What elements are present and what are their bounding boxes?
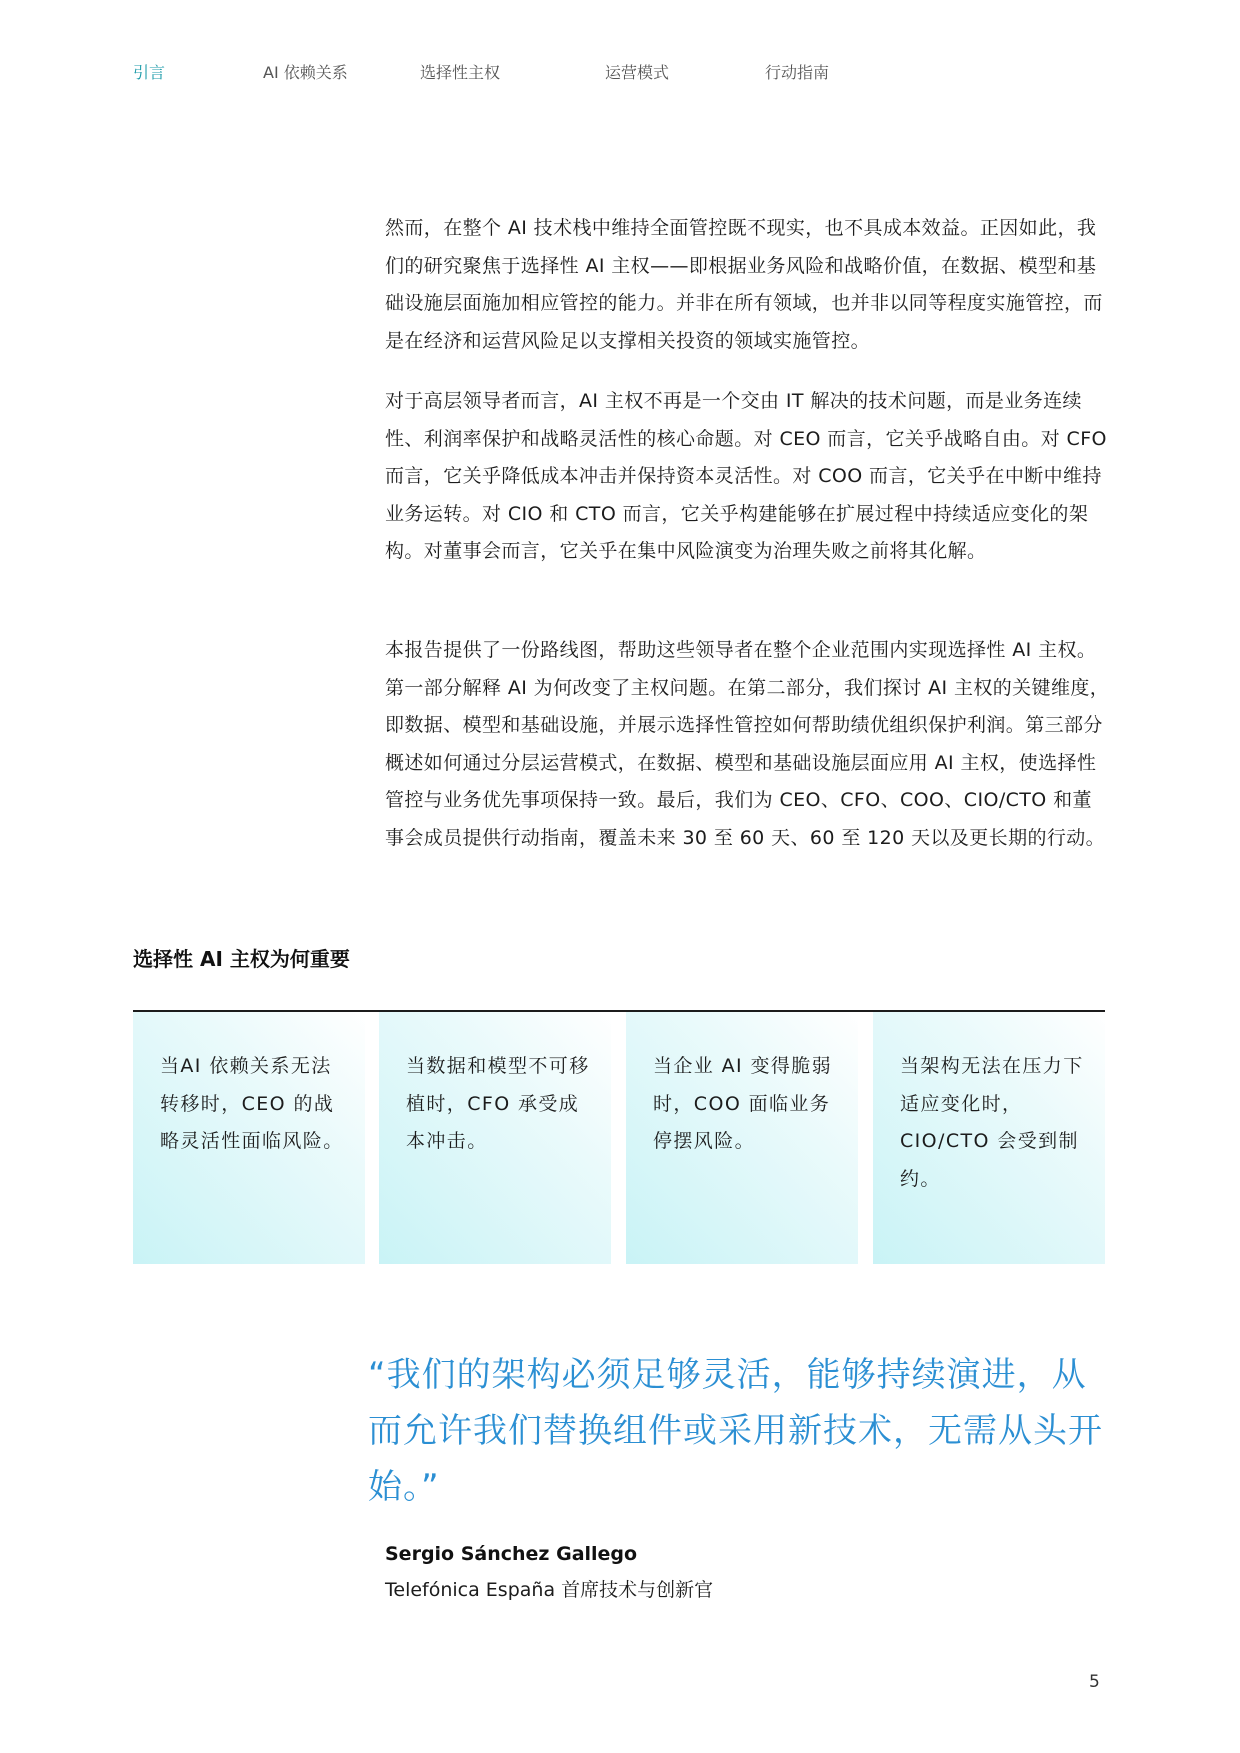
- nav-item-action-guide[interactable]: 行动指南: [765, 63, 830, 82]
- nav-item-introduction[interactable]: 引言: [133, 63, 166, 82]
- nav-item-ai-dependencies[interactable]: AI 依赖关系: [263, 63, 348, 82]
- risk-card-text: 当数据和模型不可移植时，CFO 承受成本冲击。: [406, 1055, 590, 1152]
- risk-card-cio-cto: [873, 1012, 1105, 1264]
- nav-item-selective-sovereignty[interactable]: 选择性主权: [420, 63, 501, 82]
- risk-card-coo: [626, 1012, 858, 1264]
- risk-card-text: 当企业 AI 变得脆弱时，COO 面临业务停摆风险。: [653, 1055, 833, 1152]
- risk-card-text: 当AI 依赖关系无法转移时，CEO 的战略灵活性面临风险。: [160, 1055, 344, 1152]
- risk-card-text: 当架构无法在压力下适应变化时，CIO/CTO 会受到制约。: [900, 1055, 1084, 1190]
- body-paragraph-3: 本报告提供了一份路线图，帮助这些领导者在整个企业范围内实现选择性 AI 主权。第一部分解释 AI 为何改变了主权问题。在第二部分，我们探讨 AI 主权的关键维度，即数据、模型和基础设施，并展示选择性管控如何帮助绩优组织保护利润。第三部分概述如何通过分层运营模式，在数据、模型和基础设施层面应用 AI 主权，使选择性管控与业务优先事项保持一致。最后，我们为 CEO、CFO、COO、CIO/CTO 和董事会成员提供行动指南，覆盖未来 30 至 60 天、60 至 120 天以及更长期的行动。: [385, 639, 1110, 849]
- risk-card-cfo: [379, 1012, 611, 1264]
- body-paragraph-2: 对于高层领导者而言，AI 主权不再是一个交由 IT 解决的技术问题，而是业务连续性、利润率保护和战略灵活性的核心命题。对 CEO 而言，它关乎战略自由。对 CFO 而言，它关乎降低成本冲击并保持资本灵活性。对 COO 而言，它关乎在中断中维持业务运转。对 CIO 和 CTO 而言，它关乎构建能够在扩展过程中持续适应变化的架构。对董事会而言，它关乎在集中风险演变为治理失败之前将其化解。: [385, 390, 1107, 562]
- body-paragraph-1: 然而，在整个 AI 技术栈中维持全面管控既不现实，也不具成本效益。正因如此，我们的研究聚焦于选择性 AI 主权——即根据业务风险和战略价值，在数据、模型和基础设施层面施加相应管控的能力。并非在所有领域，也并非以同等程度实施管控，而是在经济和运营风险足以支撑相关投资的领域实施管控。: [385, 217, 1103, 352]
- risk-card-ceo: [133, 1012, 365, 1264]
- quote-author-name: Sergio Sánchez Gallego: [385, 1543, 638, 1565]
- nav-item-operating-model[interactable]: 运营模式: [605, 63, 670, 82]
- page-number: 5: [1089, 1672, 1100, 1692]
- risk-cards: [133, 1012, 1105, 1264]
- pull-quote: “我们的架构必须足够灵活，能够持续演进，从而允许我们替换组件或采用新技术，无需从头开始。”: [368, 1355, 1103, 1507]
- top-navigation: [0, 60, 1240, 84]
- quote-author-title: Telefónica España 首席技术与创新官: [385, 1579, 714, 1601]
- section-heading: 选择性 AI 主权为何重要: [133, 947, 350, 971]
